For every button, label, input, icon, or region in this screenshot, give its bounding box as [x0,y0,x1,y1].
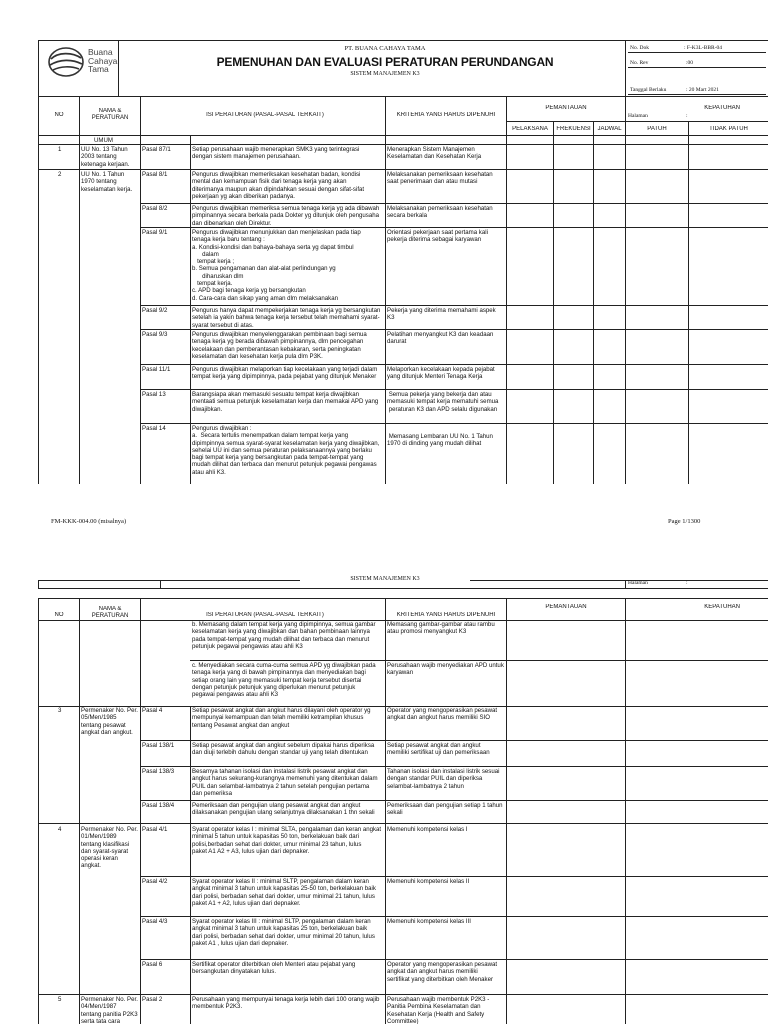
row-isi: Pengurus diwajibkan menunjukkan dan menjelaskan pada tiap tenaga kerja baru tentang : a. Kondisi-kondisi dan bahaya-bahaya serta yg dapat timbul dalam tempat kerja ; b. Semua pengamanan dan alat-alat perlindungan yg diharuskan dlm tempat kerja. c. APD bagi tenaga kerja yg bersangkutan d. Cara-cara dan sikap yang aman dlm melaksanakan [192,229,361,302]
row-kriteria: Pemeriksaan dan pengujian setiap 1 tahun sekali [387,802,503,817]
row-kriteria: Semua pekerja yang bekerja dan atau memasuki tempat kerja mematuhi semua peraturan K3 dan APD selalu digunakan [387,391,499,413]
page-subtitle: SISTEM MANAJEMEN K3 [350,71,420,77]
row-pasal: Pasal 9/3 [142,331,168,338]
row-no: 2 [58,171,62,178]
page-title: PEMENUHAN DAN EVALUASI PERATURAN PERUNDANGAN [216,55,554,69]
row-pasal: Pasal 87/1 [142,146,171,153]
col-header-kriteria: KRITERIA YANG HARUS DIPENUHI [396,112,496,118]
row-nama: Permenaker No. Per. 04/Men/1987 tentang panitia P2K3 serta tata cara [81,996,138,1024]
row-isi: Setiap pesawat angkat dan angkut harus dilayani oleh operator yg mempunyai kemampuan dan telah memiliki ketrampilan khusus tentang Pesawat angkat dan angkut [192,707,371,729]
effective-date-value: : 20 Mart 2021 [686,87,719,93]
p2-col-header-no: NO [54,612,64,618]
col-header-no: NO [54,112,64,118]
row-kriteria: Melaporkan kecelakaan kepada pejabat yang ditunjuk Menteri Tenaga Kerja [387,366,495,381]
rev-no-label: No. Rev [630,60,649,66]
row-pasal: Pasal 138/1 [142,742,175,749]
row-kriteria: Menerapkan Sistem Manajemen Keselamatan dan Kesehatan Kerja [387,146,482,161]
p2-col-header-pemantauan: PEMANTAUAN [545,604,587,610]
row-nama: Permenaker No. Per. 05/Men/1985 tentang pesawat angkat dan angkut. [81,707,138,736]
globe-swirl-icon [46,46,86,78]
col-header-isi: ISI PERATURAN (PASAL-PASAL TERKAIT) [206,112,324,118]
page-2-halaman-label: Halaman [628,580,648,586]
row-isi: Barangsiapa akan memasuki sesuatu tempat kerja diwajibkan mentaati semua petunjuk keselamatan kerja dan memakai APD yang diwajibkan. [192,391,379,413]
row-isi: Sertifikat operator diterbitkan oleh Menteri atau pejabat yang bersangkutan dinyatakan lulus. [192,961,356,976]
section-label-umum: UMUM [94,137,113,144]
row-pasal: Pasal 11/1 [142,366,171,373]
row-isi: Perusahaan yang mempunyai tenaga kerja lebih dari 100 orang wajib membentuk P2K3. [192,996,380,1011]
row-pasal: Pasal 138/3 [142,768,175,775]
row-kriteria: Tahanan isolasi dan instalasi listrik sesuai dengan standar PUIL dan diperiksa selambat-lambatnya 2 tahun [387,768,500,790]
row-kriteria: Orientasi pekerjaan saat pertama kali pekerja diterima sebagai karyawan [387,229,488,244]
row-no: 5 [58,996,62,1003]
row-pasal: Pasal 2 [142,996,163,1003]
logo-wordmark: Buana Cahaya Tama [88,47,118,74]
row-isi: Besarnya tahanan isolasi dan instalasi listrik pesawat angkat dan angkut harus sekurang-kurangnya memenuhi yang ditentukan dalam PUIL dan selambat-lambatnya 2 tahun setelah pengujian pertama dan pemeriksa [192,768,378,797]
row-nama: UU No. 1 Tahun 1970 tentang keselamatan kerja. [81,171,133,193]
row-isi: Pengurus diwajibkan menyelenggarakan pembinaan bagi semua tenaga kerja yg berada dibawah pimpinannya, dlm pencegahan kecelakaan dan pemberantasan kebakaran, serta peningkatan keselamatan dan kesehatan kerja pula dlm P3K. [192,331,367,360]
row-isi: Syarat operator kelas II : minimal SLTP, pengalaman dalam keran angkat minimal 3 tahun untuk kapasitas 25-50 ton, berkelakuan baik dari polisi, berbadan sehat dari dokter, umur minimal 21 tahun, lulus paket A1 + A2, lulus ujian dari depnaker. [192,878,376,907]
p2-col-header-isi: ISI PERATURAN (PASAL-PASAL TERKAIT) [206,612,324,618]
row-isi: Pengurus diwajibkan melaporkan tiap kecelakaan yang terjadi dalam tempat kerja yang dipimpinnya, pada pejabat yang ditunjuk Menaker [192,366,378,381]
row-kriteria: Memenuhi kompetensi kelas I [387,826,468,833]
row-kriteria: Memenuhi kompetensi kelas II [387,878,470,885]
row-isi: Setiap perusahaan wajib menerapkan SMK3 yang terintegrasi dengan sistem manajemen perusahaan. [192,146,360,161]
page-2-halaman-value: : [686,580,688,586]
row-pasal: Pasal 14 [142,425,166,432]
page-2-subtitle: SISTEM MANAJEMEN K3 [300,576,470,582]
row-kriteria: Pelatihan menyangkut K3 dan keadaan darurat [387,331,494,346]
col-header-pelaksana: PELAKSANA [512,126,548,132]
row-kriteria: Melaksanakan pemeriksaan kesehatan saat penerimaan dan atau mutasi [387,171,493,186]
halaman-label: Halaman [628,113,648,119]
row-nama: UU No. 13 Tahun 2003 tentang ketenaga kerjaan. [81,146,130,168]
row-pasal: Pasal 138/4 [142,802,175,809]
row-pasal: Pasal 4 [142,707,163,714]
page-number: Page 1/1300 [668,518,701,525]
p2-col-header-kriteria: KRITERIA YANG HARUS DIPENUHI [396,612,496,618]
row-isi: Pengurus diwajibkan memeriksa semua tenaga kerja yg ada dibawah pimpinannya secara berkala pada Dokter yg ditunjuk oleh pengusaha dan dibenarkan oleh Direktur. [192,205,380,226]
row-no: 4 [58,826,62,833]
row-pasal: Pasal 13 [142,391,166,398]
col-header-kepatuhan: KEPATUHAN [704,105,740,111]
row-isi: Pengurus diwajibkan memeriksakan kesehatan badan, kondisi mental dan kemampuan fisik dari tenaga kerja yang akan diterimanya maupun akan dipindahkan sesuai dengan sifat-sifat pekerjaan yg akan diberikan padanya. [192,171,365,200]
row-pasal: Pasal 4/1 [142,826,168,833]
row-kriteria: Perusahaan wajib menyediakan APD untuk karyawan [387,662,504,677]
col-header-patuh: PATUH [647,126,667,132]
row-kriteria: Operator yang mengoperasikan pesawat angkat dan angkut harus memiliki SIO [387,707,498,722]
row-pasal: Pasal 4/3 [142,918,168,925]
row-isi: c. Menyediakan secara cuma-cuma semua APD yg diwajibkan pada tenaga kerja yang di bawah pimpinannya dan menyediakan bagi setiap orang lain yang memasuki tempat kerja tersebut disertai dengan petunjuk petunjuk yang diperlukan menurut petunjuk pegawai pengawas atau ahli K3 [192,662,376,699]
row-kriteria: Memenuhi kompetensi kelas III [387,918,471,925]
halaman-value: : [686,113,688,119]
row-kriteria: Memasang Lembaran UU No. 1 Tahun 1970 di dinding yang mudah dilihat [387,433,493,448]
row-isi: Syarat operator kelas III : minimal SLTP, pengalaman dalam keran angkat minimal 3 tahun untuk kapasitas 25 ton, berkelakuan baik dari polisi, berbadan sehat dari dokter, umur minimal 20 tahun, lulus paket A1 , lulus ujian dari depnaker. [192,918,375,947]
row-isi: Pengurus diwajibkan : a. Secara tertulis menempatkan dalam tempat kerja yang dipimpinnya semua syarat-syarat keselamatan kerja yang diwajibkan, sehelai UU ini dan semua peraturan pelaksanaannya yang berlaku bagi tempat kerja yang bersangkutan pada tempat-tempat yang mudah dilihat dan terbaca dan menurut petunjuk pegawai pengawas atau ahli K3. [192,425,380,476]
row-isi: Setiap pesawat angkat dan angkut sebelum dipakai harus diperiksa dan diuji terlebih dahulu dengan standar uji yang telah ditentukan [192,742,375,757]
row-kriteria: Memasang gambar-gambar atau rambu atau promosi menyangkut K3 [387,621,495,636]
col-header-jadwal: JADWAL [597,126,622,132]
row-isi: Syarat operator kelas I : minimal SLTA, pengalaman dan keran angkat minimal 5 tahun untuk kapasitas 50 ton, berkelakuan baik dari polisi,berbadan sehat dari dokter, umur minimal 23 tahun, lulus paket A1 A2 + A3, lulus ujian dari depnaker. [192,826,382,855]
row-pasal: Pasal 9/2 [142,307,168,314]
row-nama: Permenaker No. Per. 01/Men/1989 tentang klasifikasi dan syarat-syarat operasi keran angkat. [81,826,138,870]
row-isi: Pengurus hanya dapat mempekerjakan tenaga kerja yg bersangkutan setelah ia yakin bahwa tenaga kerja tersebut telah memahami syarat- syarat tersebut di atas. [192,307,381,328]
row-pasal: Pasal 9/1 [142,229,168,236]
form-code: FM-KKK-004.00 (misalnya) [51,518,127,525]
row-kriteria: Operator yang mengoperasikan pesawat angkat dan angkut harus memiliki sertifikat yang diterbitkan oleh Menaker [387,961,498,983]
p2-col-header-nama: NAMA & PERATURAN [91,606,129,620]
doc-no-value: : F-K3L-BBR-04 [684,45,723,51]
effective-date-label: Tanggal Berlaku [630,87,667,93]
doc-no-label: No. Dok [630,45,649,51]
row-isi: Pemeriksaan dan pengujian ulang pesawat angkat dan angkut dilaksanakan pengujian ulang selanjutnya dilaksanakan 1 thn sekali [192,802,375,817]
row-isi: b. Memasang dalam tempat kerja yang dipimpinnya, semua gambar keselamatan kerja yang diwajibkan dan bahan pembinaan lainnya pada tempat-tempat yang mudah dilihat dan terbaca dan menurut petunjuk pegawai pengawas atau ahli K3 [192,621,376,650]
row-no: 1 [58,146,62,153]
row-no: 3 [58,707,62,714]
col-header-nama: NAMA & PERATURAN [91,108,129,122]
row-pasal: Pasal 4/2 [142,878,168,885]
row-pasal: Pasal 8/1 [142,171,168,178]
row-pasal: Pasal 6 [142,961,163,968]
row-kriteria: Melaksanakan pemeriksaan kesehatan secara berkala [387,205,493,220]
company-name: PT. BUANA CAHAYA TAMA [344,45,426,52]
rev-no-value: :00 [686,60,694,66]
p2-col-header-kepatuhan: KEPATUHAN [704,604,740,610]
col-header-pemantauan: PEMANTAUAN [545,105,587,111]
col-header-frekuensi: FREKUENSI [556,126,591,132]
row-kriteria: Pekerja yang diterima memahami aspek K3 [387,307,496,322]
row-kriteria: Setiap pesawat angkat dan angkut memiliki sertifikat uji dan pemeriksaan [387,742,490,757]
row-pasal: Pasal 8/2 [142,205,168,212]
col-header-tidak-patuh: TIDAK PATUH [709,126,748,132]
row-kriteria: Perusahaan wajib membentuk P2K3 - Panitia Pembina Keselamatan dan Kesehatan Kerja (Health and Safety Committee) [387,996,490,1024]
